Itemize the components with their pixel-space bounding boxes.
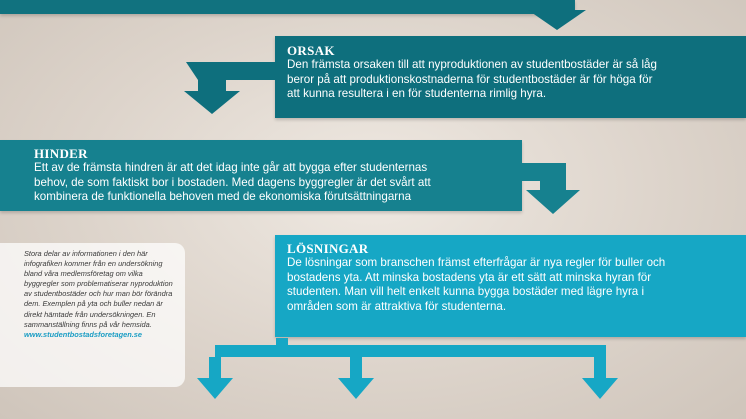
hinder-line: kombinera de funktionella behoven med de ekonomiska förutsättningarna bbox=[34, 190, 412, 204]
branch-bar-icon bbox=[215, 345, 606, 357]
hinder-text bbox=[34, 161, 522, 205]
note-line: dem. Exemplen på yta och buller nedan är bbox=[24, 299, 163, 309]
losningar-text bbox=[287, 256, 746, 314]
losningar-title: LÖSNINGAR bbox=[287, 241, 369, 256]
branch-arrow-left-icon bbox=[197, 357, 233, 399]
losningar-line: De lösningar som branschen främst efterfrågar är nya regler för buller och bbox=[287, 256, 666, 269]
hinder-title: HINDER bbox=[34, 146, 88, 161]
orsak-line: att kunna resultera i en för studenterna rimlig hyra. bbox=[287, 87, 547, 101]
note-line: sammanställning finns på vår hemsida. bbox=[24, 319, 152, 329]
note-line: Stora delar av informationen i den här bbox=[24, 249, 148, 258]
orsak-line: Den främsta orsaken till att nyproduktionen av studentbostäder är så låg bbox=[287, 58, 657, 71]
losningar-line: områden som är attraktiva för studenterna. bbox=[287, 299, 507, 313]
losningar-line: studenten. Man vill helt enkelt kunna bygga bostäder med lägre hyra i bbox=[287, 285, 645, 299]
hinder-line: Ett av de främsta hindren är att det idag inte går att bygga efter studenternas bbox=[34, 161, 428, 174]
note-line: byggregler som problematiserar nyproduktion bbox=[24, 279, 173, 289]
hinder-box bbox=[0, 140, 522, 211]
branch-arrow-middle-icon bbox=[338, 357, 374, 399]
losningar-stem-icon bbox=[276, 338, 288, 357]
orsak-box bbox=[275, 36, 746, 118]
note-line: bland våra medlemsföretag om vilka bbox=[24, 269, 143, 279]
losningar-box bbox=[275, 235, 746, 337]
note-line: infografiken kommer från en undersökning bbox=[24, 259, 163, 269]
top-banner bbox=[0, 0, 575, 14]
losningar-line: bostadens yta. Att minska bostadens yta är ett sätt att minska hyran för bbox=[287, 270, 652, 284]
note-line: direkt hämtade från undersökningen. En bbox=[24, 309, 156, 319]
orsak-title: ORSAK bbox=[287, 43, 335, 58]
note-line: av studentbostäder och hur man bör förändra bbox=[24, 289, 173, 299]
hinder-down-arrow-icon bbox=[522, 163, 580, 214]
hinder-line: behov, de som faktiskt bor i bostaden. Med dagens byggregler är det svårt att bbox=[34, 175, 431, 189]
orsak-down-arrow-icon bbox=[184, 62, 276, 114]
info-note-text bbox=[24, 249, 182, 340]
orsak-text bbox=[287, 58, 746, 102]
orsak-line: beror på att produktionskostnaderna för studentbostäder är för höga för bbox=[287, 72, 653, 86]
branch-arrow-right-icon bbox=[582, 357, 618, 399]
website-link[interactable]: www.studentbostadsforetagen.se bbox=[24, 329, 142, 339]
